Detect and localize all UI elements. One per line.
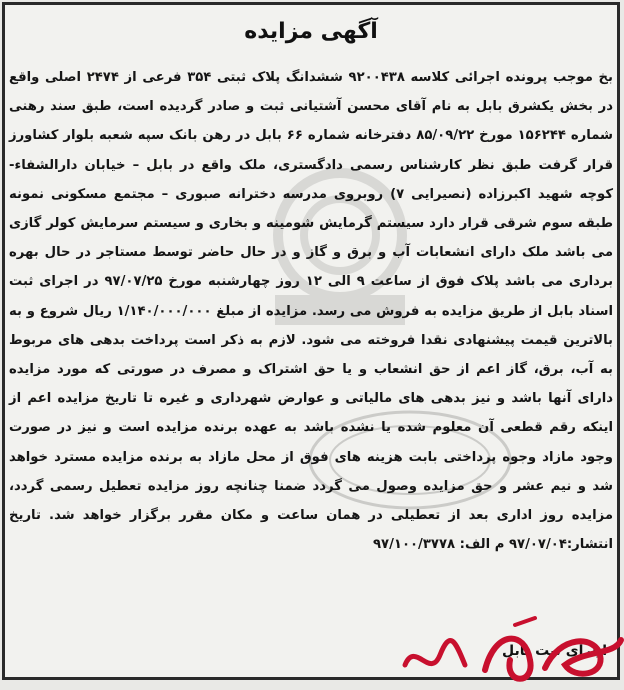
issuer-signature-line: اجرای ثبت بابل — [501, 643, 607, 659]
notice-card — [2, 2, 620, 680]
notice-title: آگهی مزایده — [244, 19, 378, 44]
notice-body: بخ موجب پرونده اجرائی کلاسه ۹۲۰۰۴۳۸ ششدانگ پلاک ثبتی ۳۵۴ فرعی از ۲۴۷۴ اصلی واقع در بخش یکشرق بابل به نام آقای محسن آشتیانی ثبت و صادر گردیده است، طبق سند رهنی شماره ۱۵۶۲۴۴ مورخ ۸۵/۰۹/۲۲ دفترخانه شماره ۶۶ بابل در رهن بانک سپه شعبه بلوار کشاورز قرار گرفت طبق نظر کارشناس رسمی دادگستری، ملک واقع در بابل – خیابان دارالشفاء- کوچه شهید اکبرزاده (نصیرایی ۷) روبروی مدرسه دخترانه صبوری – مجتمع مسکونی نمونه طبقه سوم شرقی قرار دارد سیستم گرمایش شومینه و بخاری و سیستم سرمایش کولر گازی می باشد ملک دارای انشعابات آب و برق و گاز و در حال حاضر توسط مستاجر در حال بهره برداری می باشد پلاک فوق از ساعت ۹ الی ۱۲ روز چهارشنبه مورخ ۹۷/۰۷/۲۵ در اجرای ثبت اسناد بابل از طریق مزایده به فروش می رسد. مزایده از مبلغ ۱/۱۴۰/۰۰۰/۰۰۰ ریال شروع و به بالاترین قیمت پیشنهادی نقدا فروخته می شود. لازم به ذکر است پرداخت بدهی های مربوط به آب، برق، گاز اعم از حق انشعاب و یا حق اشتراک و مصرف در صورتی که مورد مزایده دارای آنها باشد و نیز بدهی های مالیاتی و عوارض شهرداری و غیره تا تاریخ مزایده اعم از اینکه رقم قطعی آن معلوم شده یا نشده باشد به عهده برنده مزایده است و نیز در صورت وجود مازاد وجوه پرداختی بابت هزینه های فوق از محل مازاد به برنده مزایده مسترد خواهد شد و نیم عشر و حق مزایده وصول می گردد ضمنا چنانچه روز مزایده تعطیل رسمی گردد، مزایده روز اداری بعد از تعطیلی در همان ساعت و مکان مقرر برگزار خواهد شد. تاریخ انتشار:۹۷/۰۷/۰۴ م الف: ۹۷/۱۰۰/۳۷۷۸ — [9, 70, 614, 553]
